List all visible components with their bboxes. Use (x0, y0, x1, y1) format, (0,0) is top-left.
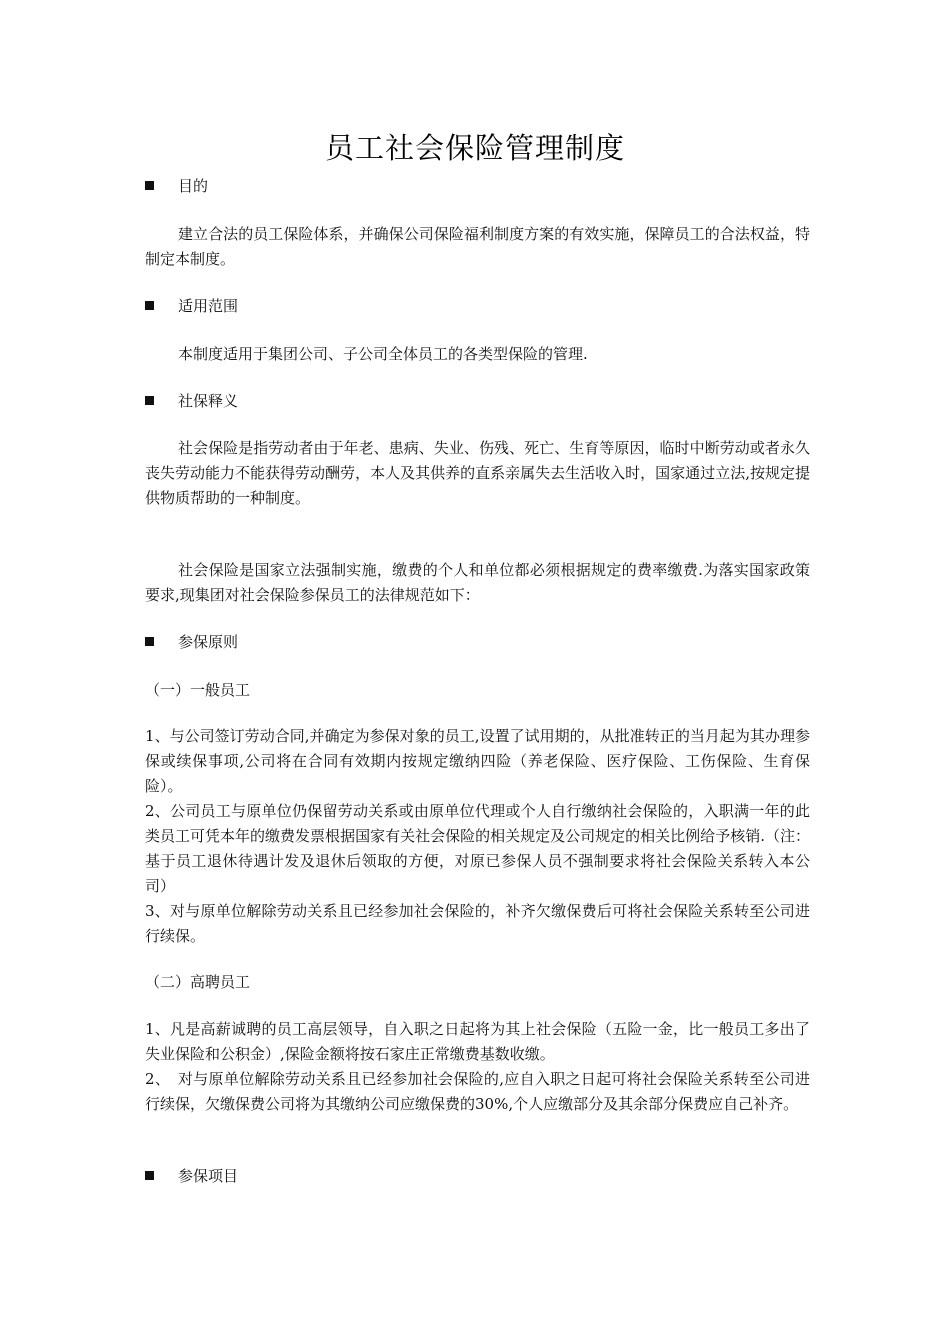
heading-text: 参保原则 (178, 633, 239, 651)
list-item: 2、 对与原单位解除劳动关系且已经参加社会保险的,应自入职之日起可将社会保险关系转至公司进行续保，欠缴保费公司将为其缴纳公司应缴保费的30%,个人应缴部分及其余部分保费应自己补齐。 (145, 1070, 810, 1113)
paragraph-definition-2: 社会保险是国家立法强制实施，缴费的个人和单位都必须根据规定的费率缴费.为落实国家政策要求,现集团对社会保险参保员工的法律规范如下： (145, 561, 810, 604)
section-heading-scope (145, 296, 238, 316)
heading-text: 适用范围 (178, 297, 239, 315)
square-bullet-icon (145, 301, 154, 310)
list-item: 1、凡是高薪诚聘的员工高层领导，自入职之日起将为其上社会保险（五险一金，比一般员工多出了失业保险和公积金）,保险金额将按石家庄正常缴费基数收缴。 (145, 1020, 810, 1063)
heading-text: 参保项目 (178, 1167, 239, 1185)
list-general-staff (145, 724, 810, 949)
section-heading-principles (145, 632, 238, 652)
square-bullet-icon (145, 1171, 154, 1180)
list-item: 2、公司员工与原单位仍保留劳动关系或由原单位代理或个人自行缴纳社会保险的，入职满一年的此类员工可凭本年的缴费发票根据国家有关社会保险的相关规定及公司规定的相关比例给予核销.（注：基于员工退休待遇计发及退休后领取的方便，对原已参保人员不强制要求将社会保险关系转入本公司） (145, 802, 810, 895)
paragraph-scope: 本制度适用于集团公司、子公司全体员工的各类型保险的管理. (178, 345, 588, 363)
list-item: 1、与公司签订劳动合同,并确定为参保对象的员工,设置了试用期的，从批准转正的当月起为其办理参保或续保事项,公司将在合同有效期内按规定缴纳四险（养老保险、医疗保险、工伤保险、生育保险）。 (145, 727, 810, 795)
list-senior-staff (145, 1017, 810, 1117)
square-bullet-icon (145, 396, 154, 405)
heading-text: 社保释义 (178, 392, 239, 410)
subheading-senior-staff: （二）高聘员工 (145, 973, 251, 991)
paragraph-purpose: 建立合法的员工保险体系，并确保公司保险福利制度方案的有效实施，保障员工的合法权益，特制定本制度。 (145, 225, 810, 268)
heading-text: 目的 (178, 177, 209, 195)
section-heading-purpose (145, 176, 208, 196)
square-bullet-icon (145, 637, 154, 646)
square-bullet-icon (145, 181, 154, 190)
document-title: 员工社会保险管理制度 (324, 131, 625, 165)
section-heading-definition (145, 391, 238, 411)
list-item: 3、对与原单位解除劳动关系且已经参加社会保险的，补齐欠缴保费后可将社会保险关系转至公司进行续保。 (145, 902, 810, 945)
paragraph-definition-1: 社会保险是指劳动者由于年老、患病、失业、伤残、死亡、生育等原因，临时中断劳动或者永久丧失劳动能力不能获得劳动酬劳，本人及其供养的直系亲属失去生活收入时，国家通过立法,按规定提供物质帮助的一种制度。 (145, 439, 810, 507)
section-heading-items (145, 1166, 238, 1186)
subheading-general-staff: （一）一般员工 (145, 681, 251, 699)
